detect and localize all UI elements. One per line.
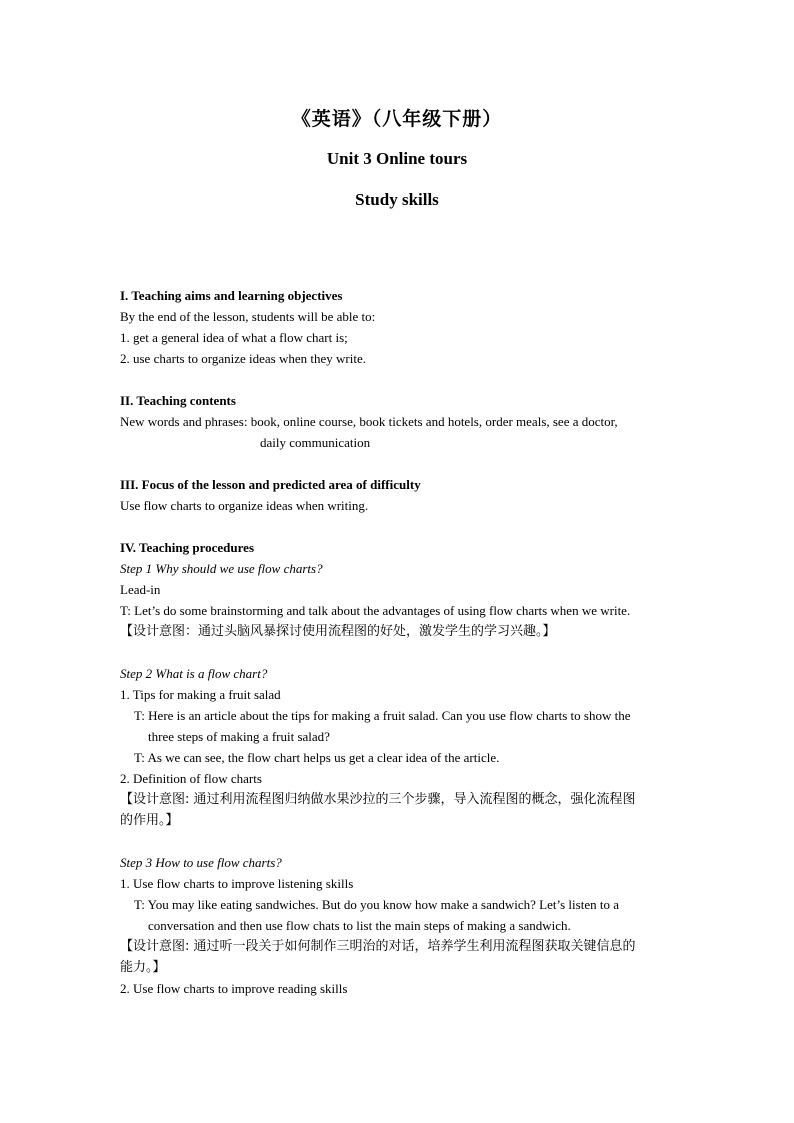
step-title: Step 3 How to use flow charts? — [120, 855, 282, 870]
teacher-line: T: Let’s do some brainstorming and talk about the advantages of using flow charts when we write. — [120, 603, 631, 618]
section-heading-focus: III. Focus of the lesson and predicted area of difficulty — [120, 477, 421, 492]
teacher-line: T: Here is an article about the tips for making a fruit salad. Can you use flow charts to show the — [134, 708, 631, 723]
document-title: 《英语》（八年级下册） — [291, 108, 503, 130]
section-heading-contents: II. Teaching contents — [120, 393, 236, 408]
section-heading-aims: I. Teaching aims and learning objectives — [120, 288, 343, 303]
design-intent: 【设计意图: 通过利用流程图归纳做水果沙拉的三个步骤，导入流程图的概念，强化流程图 — [120, 792, 636, 807]
step-item: 2. Definition of flow charts — [120, 771, 262, 786]
design-intent: 【设计意图：通过头脑风暴探讨使用流程图的好处，激发学生的学习兴趣。】 — [120, 624, 556, 639]
step-item: 1. Tips for making a fruit salad — [120, 687, 281, 702]
lesson-subtitle: Study skills — [355, 190, 439, 209]
design-intent-continued: 的作用。】 — [120, 813, 179, 828]
aim-item: 1. get a general idea of what a flow chart is; — [120, 330, 348, 345]
step-title: Step 2 What is a flow chart? — [120, 666, 268, 681]
aim-item: 2. use charts to organize ideas when they write. — [120, 351, 366, 366]
unit-title: Unit 3 Online tours — [326, 149, 468, 168]
design-intent-continued: 能力。】 — [120, 960, 166, 975]
teacher-line: T: As we can see, the flow chart helps us get a clear idea of the article. — [134, 750, 500, 765]
step-item: 2. Use flow charts to improve reading skills — [120, 981, 348, 996]
section-heading-procedures: IV. Teaching procedures — [120, 540, 255, 555]
document-body — [120, 285, 680, 999]
contents-line-continued: daily communication — [260, 435, 371, 450]
focus-text: Use flow charts to organize ideas when writing. — [120, 498, 369, 513]
step-item: 1. Use flow charts to improve listening skills — [120, 876, 354, 891]
contents-line: New words and phrases: book, online course, book tickets and hotels, order meals, see a doctor, — [120, 414, 618, 429]
teacher-line: T: You may like eating sandwiches. But do you know how make a sandwich? Let’s listen to a — [134, 897, 619, 912]
teacher-line-continued: three steps of making a fruit salad? — [148, 729, 330, 744]
design-intent: 【设计意图: 通过听一段关于如何制作三明治的对话，培养学生利用流程图获取关键信息的 — [120, 939, 636, 954]
step-title: Step 1 Why should we use flow charts? — [120, 561, 323, 576]
aims-intro: By the end of the lesson, students will be able to: — [120, 309, 376, 324]
step-text: Lead-in — [120, 582, 161, 597]
teacher-line-continued: conversation and then use flow chats to list the main steps of making a sandwich. — [148, 918, 571, 933]
